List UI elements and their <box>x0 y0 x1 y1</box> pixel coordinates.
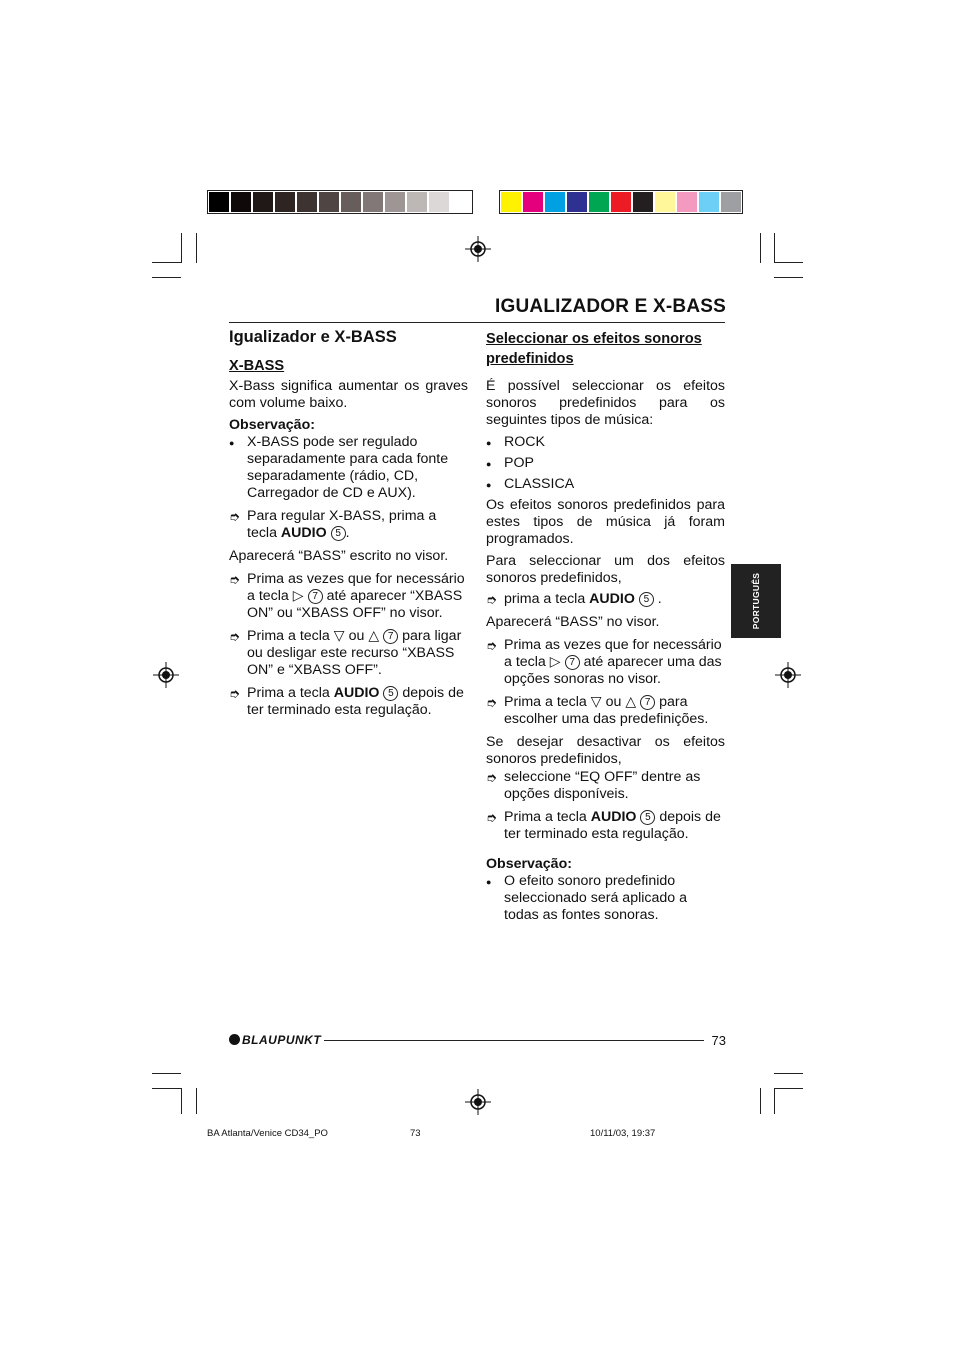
subheading-effects-cont: predefinidos <box>486 351 574 367</box>
page-number: 73 <box>711 1033 726 1048</box>
subheading-xbass: X-BASS <box>229 358 285 374</box>
crop-mark <box>152 262 181 263</box>
up-arrow-icon: △ <box>625 694 637 710</box>
arrow-step-icon: ➮ <box>486 770 497 785</box>
crop-mark <box>774 1088 803 1089</box>
crop-mark <box>152 1088 181 1089</box>
crop-mark <box>774 1073 803 1074</box>
registration-mark-icon <box>465 1089 491 1115</box>
slug-page: 73 <box>410 1128 421 1139</box>
bullet-icon <box>486 873 500 892</box>
step-item: ➮ Prima a tecla ▽ ou △ 7 para escolher uma das predefinições. <box>486 694 709 727</box>
arrow-step-icon: ➮ <box>486 810 497 825</box>
arrow-step-icon: ➮ <box>486 638 497 653</box>
color-swatch <box>231 192 251 212</box>
arrow-step-icon: ➮ <box>229 509 240 524</box>
color-swatch <box>567 192 587 212</box>
arrow-step-icon: ➮ <box>229 572 240 587</box>
slug-date: 10/11/03, 19:37 <box>590 1128 656 1139</box>
step-item: ➮ Prima as vezes que for necessário a tecla ▷ 7 até aparecer “XBASS ON” ou “XBASS OFF” no visor. <box>229 571 465 621</box>
footer-rule <box>324 1040 704 1041</box>
language-tab-label: PORTUGUÊS <box>751 572 761 630</box>
step-item: ➮ Prima a tecla AUDIO 5 depois de ter terminado esta regulação. <box>486 809 721 842</box>
list-item: ● POP <box>486 455 725 472</box>
step-item: ➮ Prima a tecla AUDIO 5 depois de ter terminado esta regulação. <box>229 685 464 718</box>
key-number-badge: 7 <box>565 655 580 670</box>
intro-text: X-Bass significa aumentar os graves com volume baixo. <box>229 378 468 411</box>
crop-mark <box>196 1088 197 1114</box>
grayscale-color-bar <box>207 190 473 214</box>
key-number-badge: 7 <box>640 695 655 710</box>
bullet-icon <box>486 434 500 453</box>
color-swatch <box>633 192 653 212</box>
arrow-step-icon: ➮ <box>486 695 497 710</box>
color-swatch <box>611 192 631 212</box>
up-arrow-icon: △ <box>368 628 380 644</box>
intro-text: É possível seleccionar os efeitos sonoros predefinidos para os seguintes tipos de música: <box>486 378 725 428</box>
color-swatch <box>501 192 521 212</box>
color-swatch <box>677 192 697 212</box>
right-arrow-icon: ▷ <box>549 654 561 670</box>
key-number-badge: 5 <box>383 686 398 701</box>
subheading-effects: Seleccionar os efeitos sonoros <box>486 331 702 347</box>
bullet-icon <box>486 476 500 495</box>
logo-dot-icon <box>229 1034 240 1045</box>
language-tab <box>731 564 781 638</box>
color-swatch <box>407 192 427 212</box>
color-swatch <box>523 192 543 212</box>
registration-mark-icon <box>775 662 801 688</box>
color-swatch <box>429 192 449 212</box>
color-swatch <box>655 192 675 212</box>
crop-mark <box>774 277 803 278</box>
page-title: IGUALIZADOR E X-BASS <box>495 296 726 317</box>
right-arrow-icon: ▷ <box>292 588 304 604</box>
crop-mark <box>181 233 182 263</box>
paragraph: Para seleccionar um dos efeitos sonoros predefinidos, <box>486 553 725 586</box>
step-item: ➮ Prima a tecla ▽ ou △ 7 para ligar ou desligar este recurso “XBASS ON” e “XBASS OFF”. <box>229 628 462 678</box>
key-number-badge: 5 <box>639 592 654 607</box>
note-bullet: ● O efeito sonoro predefinido seleccionado será aplicado a todas as fontes sonoras. <box>486 873 725 924</box>
color-swatch <box>319 192 339 212</box>
note-bullet: ● X-BASS pode ser regulado separadamente para cada fonte separadamente (rádio, CD, Carregador de CD e AUX). <box>229 434 468 502</box>
paragraph: Se desejar desactivar os efeitos sonoros predefinidos, <box>486 734 725 767</box>
color-swatch <box>721 192 741 212</box>
paragraph: Os efeitos sonoros predefinidos para estes tipos de música já foram programados. <box>486 497 725 547</box>
color-swatch <box>341 192 361 212</box>
color-swatch <box>363 192 383 212</box>
step-item: ➮ prima a tecla AUDIO 5 . <box>486 591 662 607</box>
color-swatch <box>275 192 295 212</box>
note-label: Observação: <box>486 856 572 872</box>
crop-mark <box>196 233 197 263</box>
color-swatch <box>589 192 609 212</box>
key-number-badge: 7 <box>383 629 398 644</box>
list-item: ● ROCK <box>486 434 725 451</box>
color-swatch <box>699 192 719 212</box>
crop-mark <box>774 262 803 263</box>
color-swatch <box>385 192 405 212</box>
crop-mark <box>774 1088 775 1114</box>
arrow-step-icon: ➮ <box>229 686 240 701</box>
key-number-badge: 5 <box>640 810 655 825</box>
slug-file: BA Atlanta/Venice CD34_PO <box>207 1128 328 1139</box>
key-number-badge: 7 <box>308 589 323 604</box>
crop-mark <box>152 1073 181 1074</box>
crop-mark <box>760 1088 761 1114</box>
color-swatch <box>451 192 471 212</box>
music-type-list <box>486 434 725 493</box>
color-swatch <box>209 192 229 212</box>
key-number-badge: 5 <box>331 526 346 541</box>
down-arrow-icon: ▽ <box>333 628 345 644</box>
registration-mark-icon <box>465 236 491 262</box>
step-item: ➮ Para regular X-BASS, prima a tecla AUDIO 5 . <box>229 508 437 541</box>
step-item: ➮ Prima as vezes que for necessário a tecla ▷ 7 até aparecer uma das opções sonoras no visor. <box>486 637 722 687</box>
color-swatch <box>545 192 565 212</box>
arrow-step-icon: ➮ <box>229 629 240 644</box>
bullet-icon <box>486 455 500 474</box>
crop-mark <box>774 233 775 263</box>
down-arrow-icon: ▽ <box>590 694 602 710</box>
right-column <box>486 329 725 929</box>
header-rule <box>229 322 725 323</box>
crop-mark <box>760 233 761 263</box>
note-label: Observação: <box>229 417 315 433</box>
list-item: ● CLASSICA <box>486 476 725 493</box>
registration-mark-icon <box>153 662 179 688</box>
bullet-icon <box>229 434 243 453</box>
crop-mark <box>152 277 181 278</box>
result-text: Aparecerá “BASS” escrito no visor. <box>229 548 449 564</box>
crop-mark <box>181 1088 182 1114</box>
left-column <box>229 329 468 724</box>
brand-logo: BLAUPUNKT <box>229 1033 321 1047</box>
color-swatch <box>253 192 273 212</box>
color-swatch <box>297 192 317 212</box>
result-text: Aparecerá “BASS” no visor. <box>486 614 660 630</box>
arrow-step-icon: ➮ <box>486 592 497 607</box>
step-item: ➮ seleccione “EQ OFF” dentre as opções disponíveis. <box>486 769 701 802</box>
section-title: Igualizador e X-BASS <box>229 328 397 346</box>
color-bar <box>499 190 743 214</box>
